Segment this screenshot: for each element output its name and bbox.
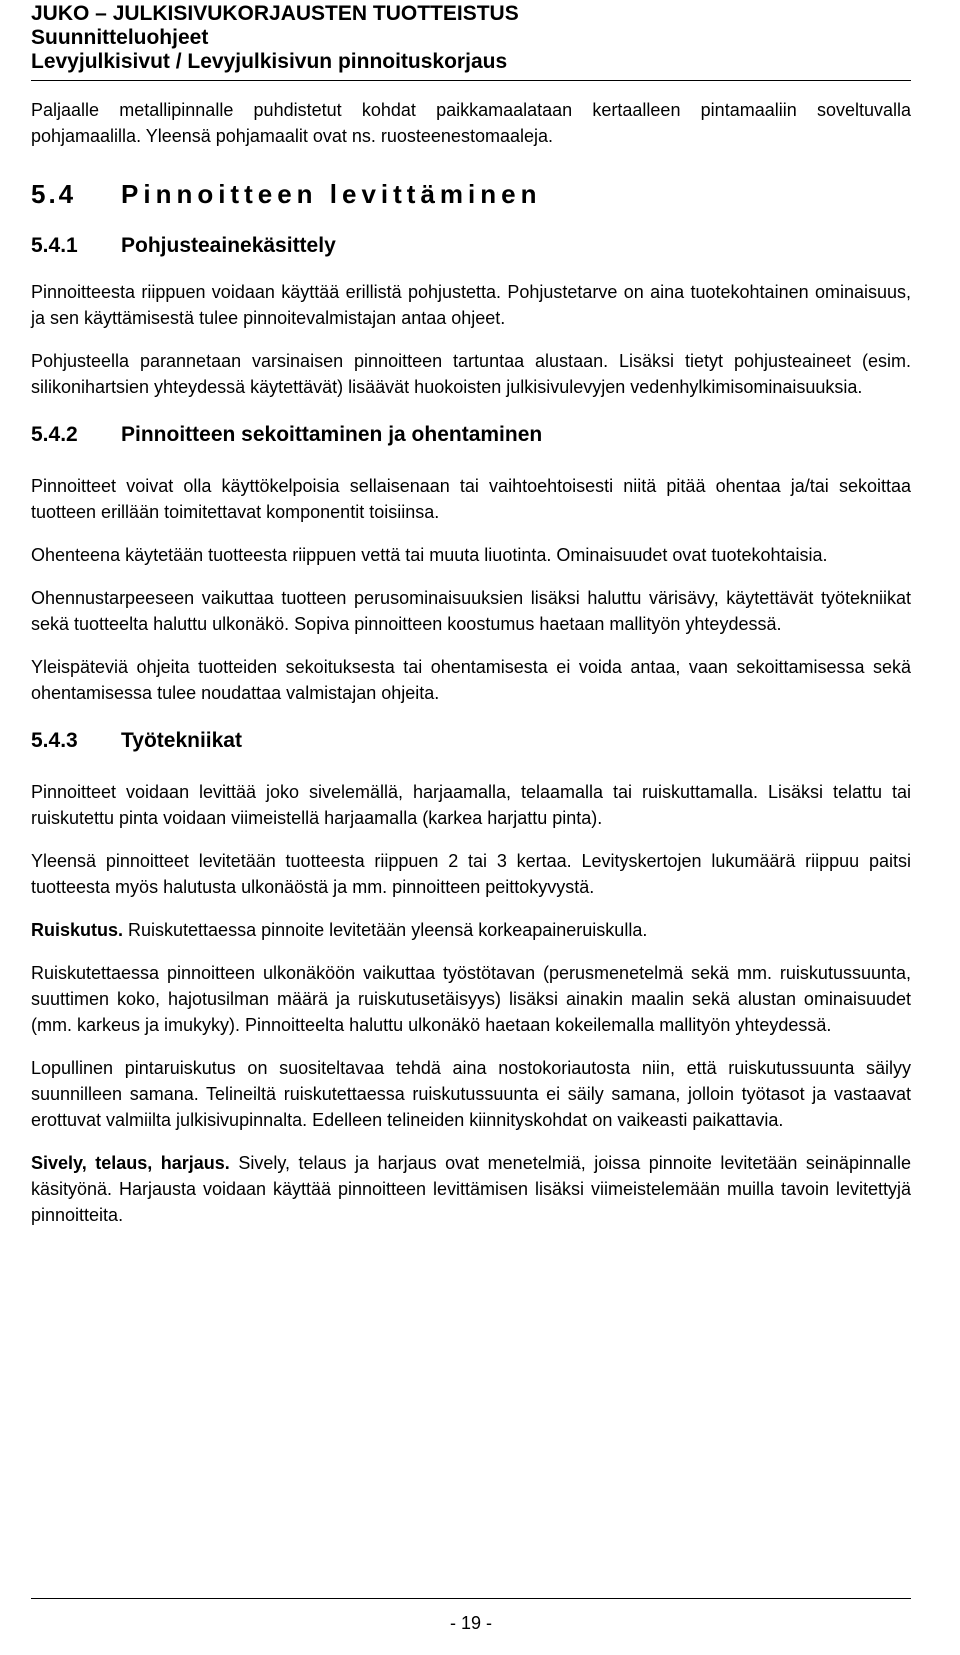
- section-title: Työtekniikat: [121, 729, 242, 752]
- paragraph-text: Sively, telaus ja harjaus ovat menetelmiä, joissa pinnoite levitetään seinäpinnalle käsityönä. Harjausta voidaan käyttää pinnoitteen levittämisen lisäksi viimeistelemään muilla tavoin levitettyjä pinnoitteita.: [31, 1153, 911, 1225]
- header-divider: [31, 80, 911, 81]
- header-title: JUKO – JULKISIVUKORJAUSTEN TUOTTEISTUS: [31, 2, 519, 25]
- paragraph: [31, 1150, 911, 1228]
- section-number: 5.4: [31, 179, 77, 209]
- section-heading-5-4-1: [31, 233, 911, 259]
- paragraph: Pinnoitteesta riippuen voidaan käyttää erillistä pohjustetta. Pohjustetarve on aina tuotekohtainen ominaisuus, ja sen käyttämisestä tulee pinnoitevalmistajan antaa ohjeet.: [31, 282, 911, 328]
- paragraph: Pinnoitteet voivat olla käyttökelpoisia sellaisenaan tai vaihtoehtoisesti niitä pitää ohentaa ja/tai sekoittaa tuotteen erillään toimitettavat komponentit toisiinsa.: [31, 476, 911, 522]
- paragraph: Yleispäteviä ohjeita tuotteiden sekoituksesta tai ohentamisesta ei voida antaa, vaan sekoittamisessa sekä ohentamisessa tulee noudattaa valmistajan ohjeita.: [31, 657, 911, 703]
- section-heading-5-4-3: [31, 728, 911, 754]
- paragraph-lead: Ruiskutus.: [31, 920, 124, 940]
- intro-paragraph: Paljaalle metallipinnalle puhdistetut kohdat paikkamaalataan kertaalleen pintamaaliin soveltuvalla pohjamaalilla. Yleensä pohjamaalit ovat ns. ruosteenestomaaleja.: [31, 100, 911, 146]
- section-number: 5.4.1: [31, 234, 78, 257]
- section-number: 5.4.2: [31, 423, 78, 446]
- paragraph: Ohenteena käytetään tuotteesta riippuen vettä tai muuta liuotinta. Ominaisuudet ovat tuotekohtaisia.: [31, 545, 828, 565]
- paragraph: Pinnoitteet voidaan levittää joko sivelemällä, harjaamalla, telaamalla tai ruiskuttamalla. Lisäksi telattu tai ruiskutettu pinta voidaan viimeistellä harjaamalla (karkea harjattu pinta).: [31, 782, 911, 828]
- section-heading-5-4-2: [31, 422, 911, 448]
- page-footer: [31, 1598, 911, 1634]
- paragraph-lead: Sively, telaus, harjaus.: [31, 1153, 230, 1173]
- header-section-path: Levyjulkisivut / Levyjulkisivun pinnoituskorjaus: [31, 50, 508, 73]
- paragraph: Ohennustarpeeseen vaikuttaa tuotteen perusominaisuuksien lisäksi haluttu värisävy, käytettävät työtekniikat sekä tuotteelta haluttu ulkonäkö. Sopiva pinnoitteen koostumus haetaan mallityön yhteydessä.: [31, 588, 911, 634]
- section-title: Pinnoitteen levittäminen: [121, 179, 542, 209]
- document-page: [31, 0, 911, 1228]
- header-subtitle: Suunnitteluohjeet: [31, 26, 209, 49]
- paragraph: Ruiskutettaessa pinnoitteen ulkonäköön vaikuttaa työstötavan (perusmenetelmä sekä mm. ruiskutussuunta, suuttimen koko, hajotusilman määrä ja ruiskutusetäisyys) lisäksi ainakin maalin sekä alustan ominaisuudet (mm. karkeus ja imukyky). Pinnoitteelta haluttu ulkonäkö haetaan kokeilemalla mallityön yhteydessä.: [31, 963, 911, 1035]
- page-header: [31, 0, 911, 74]
- paragraph: Pohjusteella parannetaan varsinaisen pinnoitteen tartuntaa alustaan. Lisäksi tietyt pohjusteaineet (esim. silikonihartsien yhteydessä käytettävät) lisäävät huokoisten julkisivulevyjen vedenhylkimisominaisuuksia.: [31, 351, 911, 397]
- page-number: - 19 -: [449, 1613, 492, 1633]
- paragraph-text: Ruiskutettaessa pinnoite levitetään yleensä korkeapaineruiskulla.: [123, 920, 648, 940]
- section-title: Pinnoitteen sekoittaminen ja ohentaminen: [121, 423, 543, 446]
- paragraph: Yleensä pinnoitteet levitetään tuotteesta riippuen 2 tai 3 kertaa. Levityskertojen lukumäärä riippuu paitsi tuotteesta myös halutusta ulkonäöstä ja mm. pinnoitteen peittokyvystä.: [31, 851, 911, 897]
- section-number: 5.4.3: [31, 729, 78, 752]
- section-title: Pohjusteainekäsittely: [121, 234, 336, 257]
- footer-divider: [31, 1598, 911, 1599]
- paragraph: [31, 917, 911, 943]
- paragraph: Lopullinen pintaruiskutus on suositeltavaa tehdä aina nostokoriautosta niin, että ruiskutussuunta säilyy suunnilleen samana. Telineiltä ruiskutettaessa ruiskutussuunta ei säily samana, jolloin työtasot ja vastaavat erottuvat valmiilta julkisivupinnalta. Edelleen telineiden kiinnityskohdat on vaikeasti paikattavia.: [31, 1058, 911, 1130]
- section-heading-5-4: [31, 179, 911, 209]
